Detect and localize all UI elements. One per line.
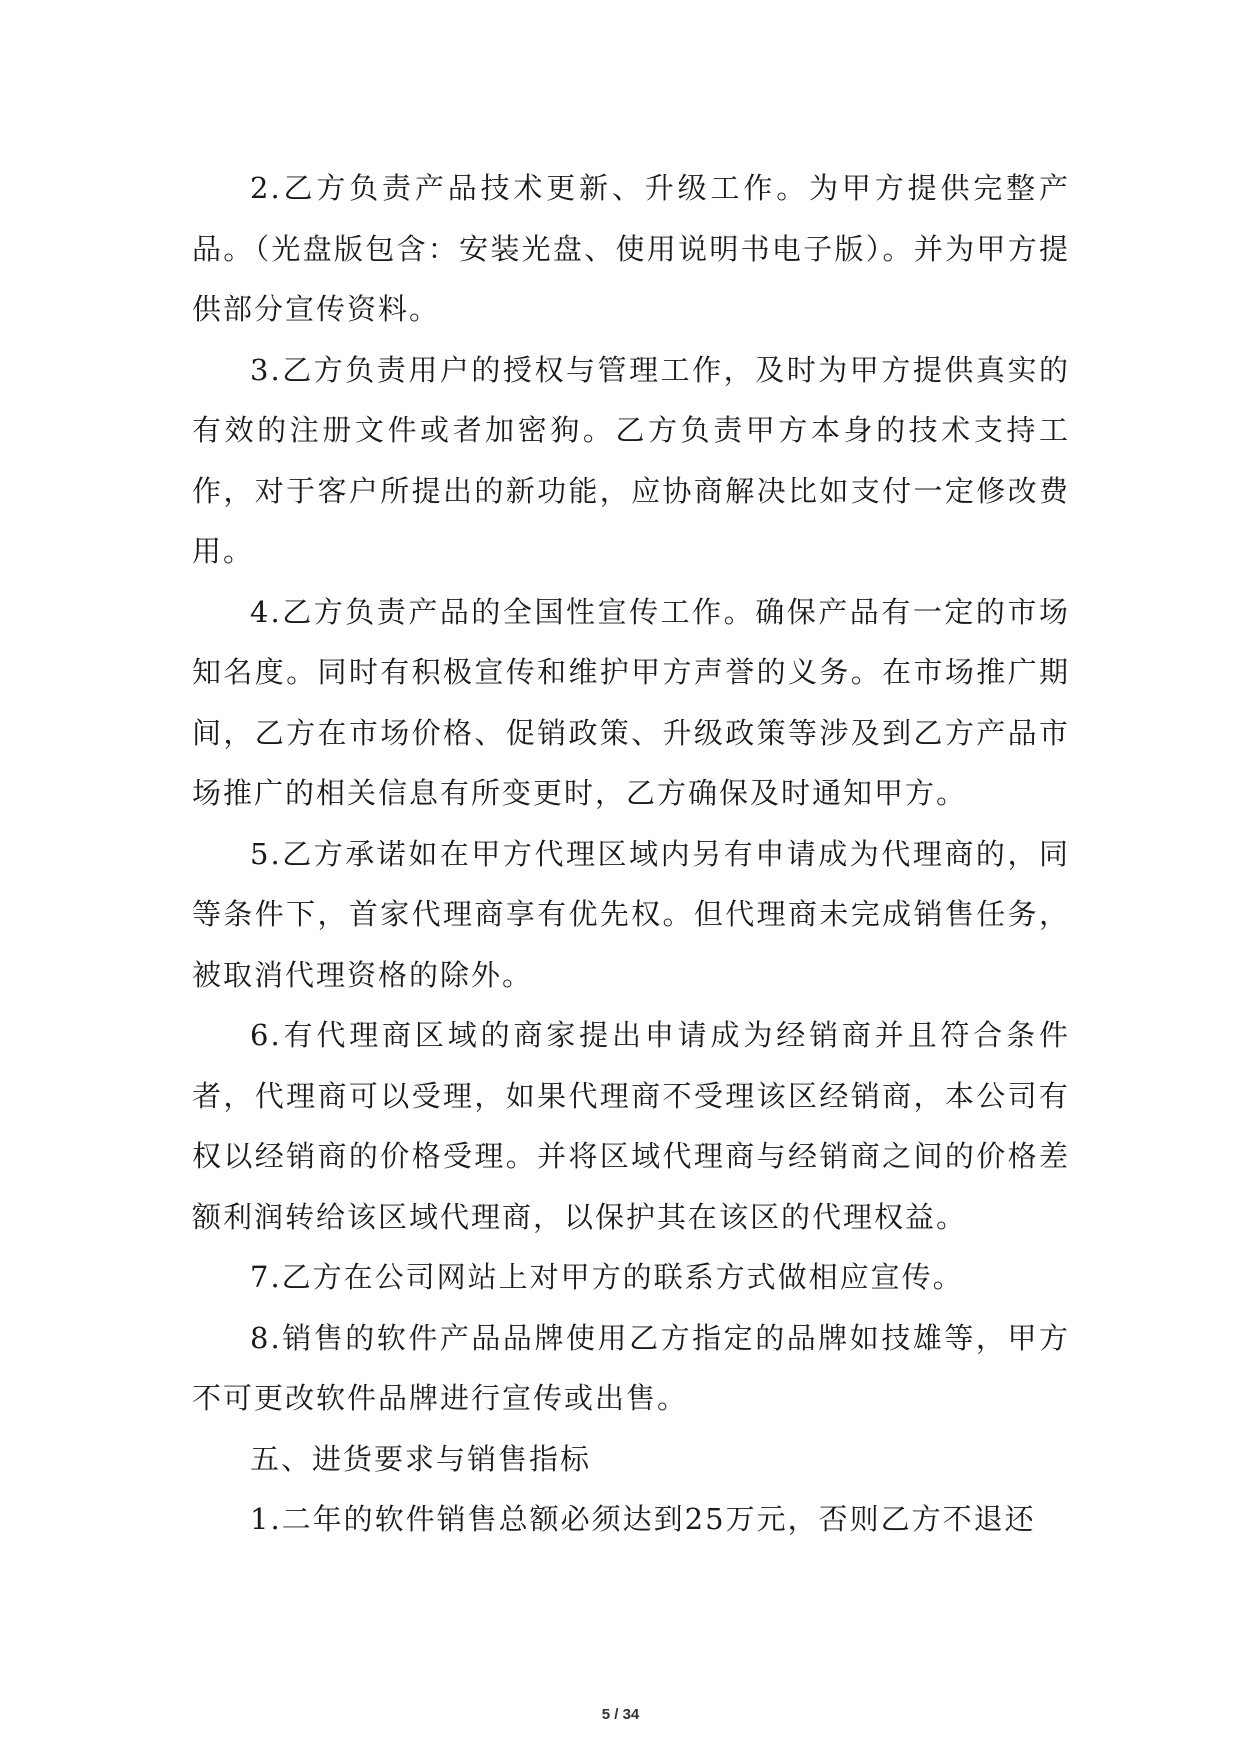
- paragraph-item-6: 6.有代理商区域的商家提出申请成为经销商并且符合条件者，代理商可以受理，如果代理商不受理该区经销商，本公司有权以经销商的价格受理。并将区域代理商与经销商之间的价格差额利润转给该区域代理商，以保护其在该区的代理权益。: [192, 1018, 1070, 1234]
- paragraph-item-5: 5.乙方承诺如在甲方代理区域内另有申请成为代理商的，同等条件下，首家代理商享有优先权。但代理商未完成销售任务，被取消代理资格的除外。: [192, 836, 1070, 992]
- document-body: [192, 158, 1070, 1550]
- paragraph-item-3: 3.乙方负责用户的授权与管理工作，及时为甲方提供真实的有效的注册文件或者加密狗。乙方负责甲方本身的技术支持工作，对于客户所提出的新功能，应协商解决比如支付一定修改费用。: [192, 352, 1070, 568]
- paragraph-item-1-sales-target: 1.二年的软件销售总额必须达到25万元，否则乙方不退还: [250, 1502, 1036, 1536]
- paragraph-item-4: 4.乙方负责产品的全国性宣传工作。确保产品有一定的市场知名度。同时有积极宣传和维护甲方声誉的义务。在市场推广期间，乙方在市场价格、促销政策、升级政策等涉及到乙方产品市场推广的相关信息有所变更时，乙方确保及时通知甲方。: [192, 594, 1070, 810]
- paragraph-item-2: 2.乙方负责产品技术更新、升级工作。为甲方提供完整产品。（光盘版包含：安装光盘、使用说明书电子版）。并为甲方提供部分宣传资料。: [192, 171, 1070, 326]
- section-heading-5: 五、进货要求与销售指标: [250, 1441, 592, 1476]
- page-number: 5 / 34: [601, 1706, 640, 1723]
- paragraph-item-7: 7.乙方在公司网站上对甲方的联系方式做相应宣传。: [250, 1260, 964, 1294]
- paragraph-item-8: 8.销售的软件产品品牌使用乙方指定的品牌如技雄等，甲方不可更改软件品牌进行宣传或出售。: [192, 1320, 1070, 1415]
